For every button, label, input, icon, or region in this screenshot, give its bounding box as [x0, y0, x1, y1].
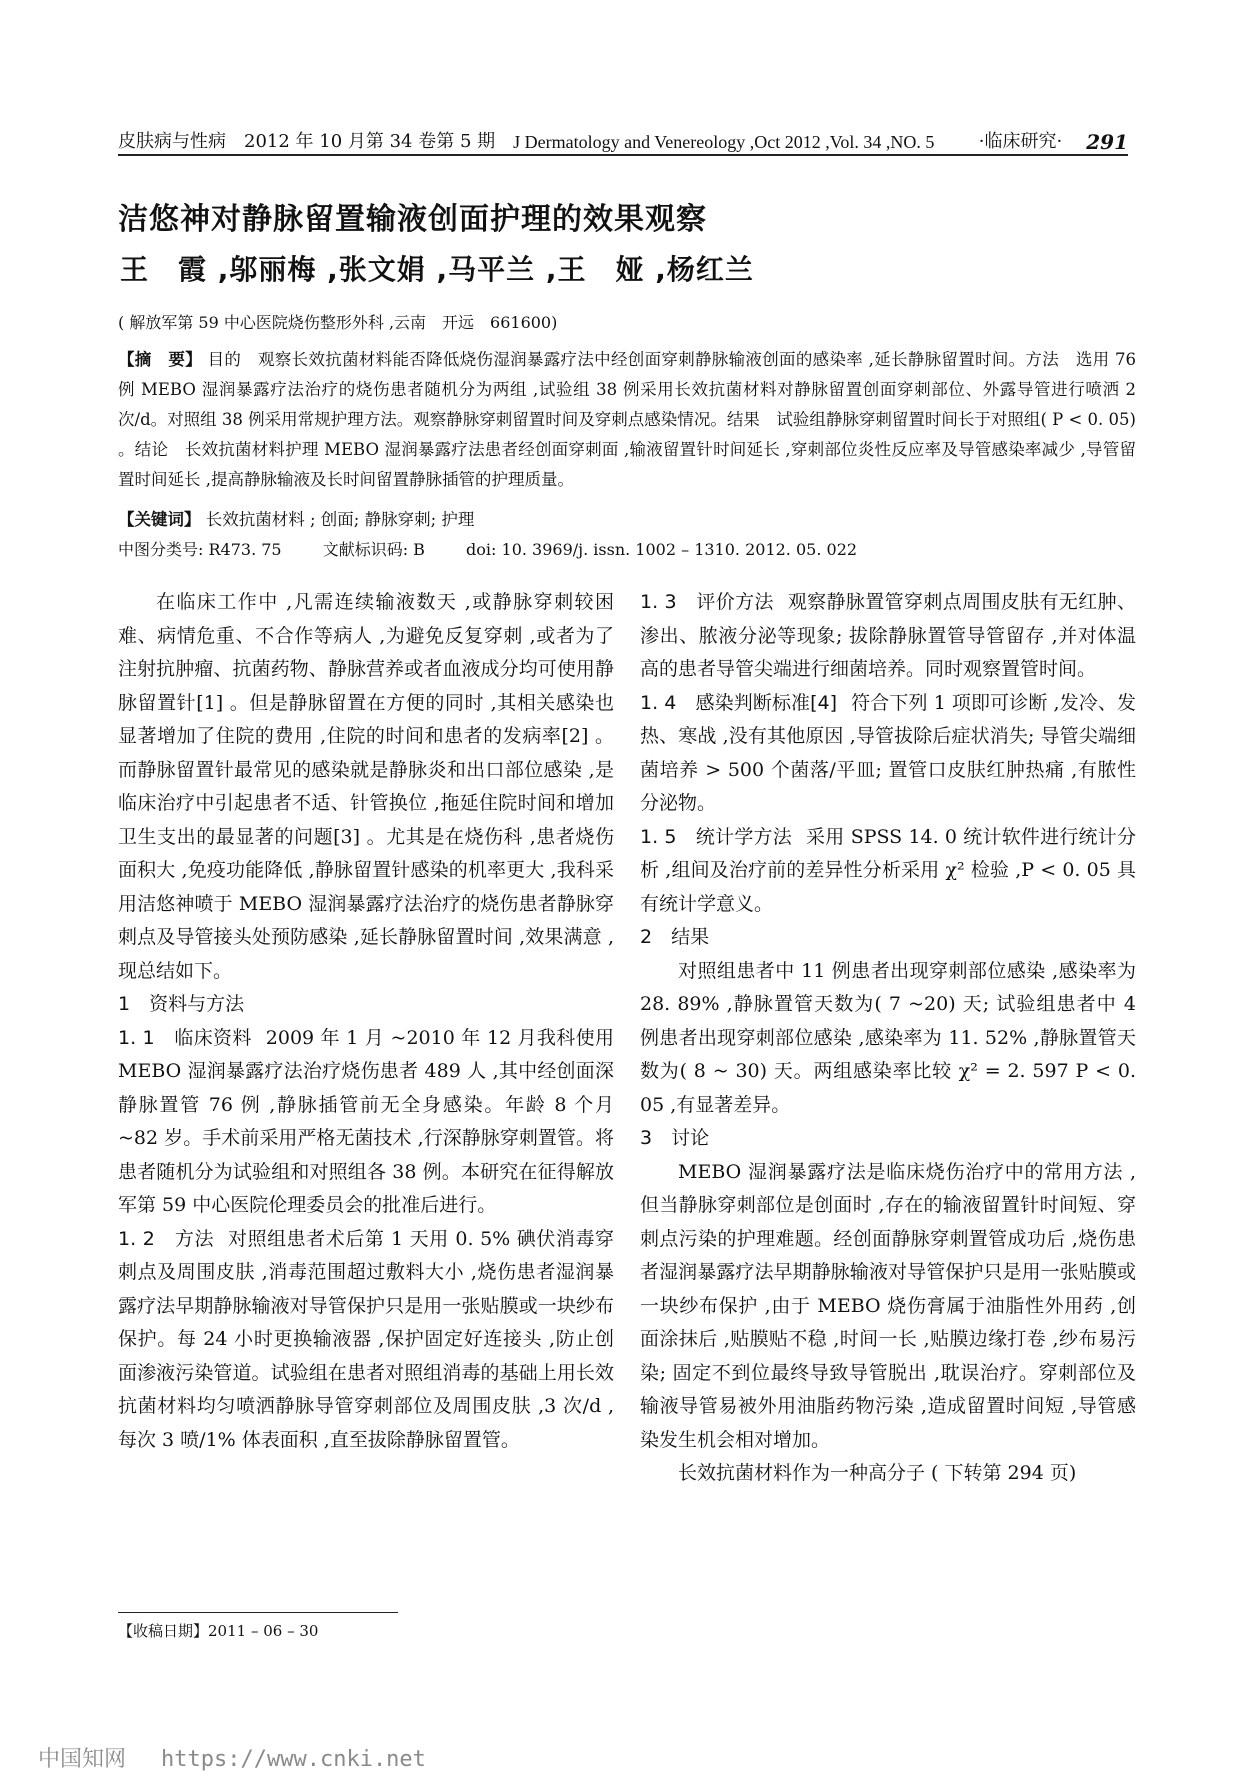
subsection-label: 1. 1 临床资料 — [118, 1026, 252, 1049]
subsection-1-4 — [640, 687, 1136, 821]
section-heading-methods: 1 资料与方法 — [118, 993, 245, 1015]
classification-line — [118, 537, 1136, 563]
subsection-1-3 — [640, 586, 1136, 687]
watermark-url: https://www.cnki.net — [161, 1747, 426, 1772]
subsection-text: 观察静脉置管穿刺点周围皮肤有无红肿、渗出、脓液分泌等现象; 拔除静脉置管导管留存 ,并对体温高的患者导管尖端进行细菌培养。同时观察置管时间。 — [640, 591, 1136, 680]
abstract — [118, 345, 1136, 495]
abstract-text: 目的 观察长效抗菌材料能否降低烧伤湿润暴露疗法中经创面穿刺静脉输液创面的感染率 ,延长静脉留置时间。方法 选用 76 例 MEBO 湿润暴露疗法治疗的烧伤患者随机分为两组 ,试验组 38 例采用长效抗菌材料对静脉留置创面穿刺部位、外露导管进行喷洒 2 次/d。对照组 38 例采用常规护理方法。观察静脉穿刺留置时间及穿刺点感染情况。结果 试验组静脉穿刺留置时间长于对照组( P < 0. 05) 。结论 长效抗菌材料护理 MEBO 湿润暴露疗法患者经创面穿刺面 ,输液留置针时间延长 ,穿刺部位炎性反应率及导管感染率减少 ,导管留置时间延长 ,提高静脉输液及长时间留置静脉插管的护理质量。 — [118, 350, 1137, 489]
keywords-text: 长效抗菌材料 ; 创面; 静脉穿刺; 护理 — [205, 510, 475, 529]
results-paragraph: 对照组患者中 11 例患者出现穿刺部位感染 ,感染率为 28. 89% ,静脉置管天数为( 7 ~20) 天; 试验组患者中 4 例患者出现穿刺部位感染 ,感染率为 11. 52% ,静脉置管天数为( 8 ~ 30) 天。两组感染率比较 χ² = 2. 597 P < 0. 05 ,有显著差异。 — [640, 959, 1136, 1116]
doi: doi: 10. 3969/j. issn. 1002 – 1310. 2012. 05. 022 — [466, 540, 858, 559]
subsection-1-2 — [118, 1223, 614, 1458]
abstract-label: 【摘 要】 — [118, 350, 203, 369]
discussion-paragraph: MEBO 湿润暴露疗法是临床烧伤治疗中的常用方法 ,但当静脉穿刺部位是创面时 ,存在的输液留置针时间短、穿刺点污染的护理难题。经创面静脉穿刺置管成功后 ,烧伤患者湿润暴露疗法早期静脉输液对导管保护只是用一张贴膜或一块纱布保护 ,由于 MEBO 烧伤膏属于油脂性外用药 ,创面涂抹后 ,贴膜贴不稳 ,时间一长 ,贴膜边缘打卷 ,纱布易污染; 固定不到位最终导致导管脱出 ,耽误治疗。穿刺部位及输液导管易被外用油脂药物污染 ,造成留置时间短 ,导管感染发生机会相对增加。 — [640, 1160, 1136, 1451]
intro-paragraph: 在临床工作中 ,凡需连续输液数天 ,或静脉穿刺较困难、病情危重、不合作等病人 ,为避免反复穿刺 ,或者为了注射抗肿瘤、抗菌药物、静脉营养或者血液成分均可使用静脉留置针[1] 。但是静脉留置在方便的同时 ,其相关感染也显著增加了住院的费用 ,住院的时间和患者的发病率[2] 。而静脉留置针最常见的感染就是静脉炎和出口部位感染 ,是临床治疗中引起患者不适、针管换位 ,拖延住院时间和增加卫生支出的最显著的问题[3] 。尤其是在烧伤科 ,患者烧伤面积大 ,免疫功能降低 ,静脉留置针感染的机率更大 ,我科采用洁悠神喷于 MEBO 湿润暴露疗法治疗的烧伤患者静脉穿刺点及导管接头处预防感染 ,延长静脉留置时间 ,效果满意 ,现总结如下。 — [118, 591, 614, 982]
subsection-label: 1. 5 统计学方法 — [640, 825, 792, 848]
subsection-label: 1. 2 方法 — [118, 1227, 215, 1250]
keywords — [118, 505, 1136, 535]
issue-chinese: 2012 年 10 月第 34 卷第 5 期 — [244, 131, 496, 152]
body-column-left — [118, 586, 614, 1457]
section-label: ·临床研究· — [978, 131, 1063, 152]
subsection-text: 2009 年 1 月 ~2010 年 12 月我科使用 MEBO 湿润暴露疗法治疗烧伤患者 489 人 ,其中经创面深静脉置管 76 例 ,静脉插管前无全身感染。年龄 8 个月 ~82 岁。手术前采用严格无菌技术 ,行深静脉穿刺置管。将患者随机分为试验组和对照组各 38 例。本研究在征得解放军第 59 中心医院伦理委员会的批准后进行。 — [118, 1026, 614, 1216]
watermark-site: 中国知网 — [38, 1747, 127, 1772]
subsection-text: 采用 SPSS 14. 0 统计软件进行统计分析 ,组间及治疗前的差异性分析采用 χ² 检验 ,P < 0. 05 具有统计学意义。 — [640, 825, 1136, 915]
article-title: 洁悠神对静脉留置输液创面护理的效果观察 — [118, 202, 707, 237]
article-authors: 王 霞 ,邬丽梅 ,张文娟 ,马平兰 ,王 娅 ,杨红兰 — [120, 253, 754, 286]
received-date: 【收稿日期】2011 – 06 – 30 — [118, 1622, 319, 1640]
keywords-label: 【关键词】 — [118, 510, 201, 529]
issue-english: J Dermatology and Venereology ,Oct 2012 ,Vol. 34 ,NO. 5 — [513, 132, 935, 152]
discussion-continued: 长效抗菌材料作为一种高分子 ( 下转第 294 页) — [678, 1462, 1077, 1484]
subsection-1-1 — [118, 1022, 614, 1223]
subsection-text: 符合下列 1 项即可诊断 ,发冷、发热、寒战 ,没有其他原因 ,导管拔除后症状消失; 导管尖端细菌培养 > 500 个菌落/平皿; 置管口皮肤红肿热痛 ,有脓性分泌物。 — [640, 691, 1136, 814]
author-affiliation: ( 解放军第 59 中心医院烧伤整形外科 ,云南 开远 661600) — [118, 313, 558, 332]
page-number: 291 — [1086, 130, 1128, 154]
subsection-label: 1. 4 感染判断标准[4] — [640, 691, 838, 714]
subsection-text: 对照组患者术后第 1 天用 0. 5% 碘伏消毒穿刺点及周围皮肤 ,消毒范围超过敷料大小 ,烧伤患者湿润暴露疗法早期静脉输液对导管保护只是用一张贴膜或一块纱布保护。每 24 小时更换输液器 ,保护固定好连接头 ,防止创面渗液污染管道。试验组在患者对照组消毒的基础上用长效抗菌材料均匀喷洒静脉导管穿刺部位及周围皮肤 ,3 次/d ,每次 3 喷/1% 体表面积 ,直至拔除静脉留置管。 — [118, 1227, 615, 1451]
subsection-1-5 — [640, 821, 1136, 922]
body-column-right — [640, 586, 1136, 1491]
subsection-label: 1. 3 评价方法 — [640, 591, 774, 613]
footnote-rule — [118, 1612, 398, 1613]
section-heading-results: 2 结果 — [640, 926, 710, 948]
running-header — [118, 124, 1128, 156]
document-code: 文献标识码: B — [322, 540, 425, 559]
cnki-watermark — [38, 1742, 426, 1773]
journal-name: 皮肤病与性病 — [118, 131, 226, 152]
clc-number: 中图分类号: R473. 75 — [118, 540, 282, 559]
section-heading-discussion: 3 讨论 — [640, 1127, 710, 1149]
